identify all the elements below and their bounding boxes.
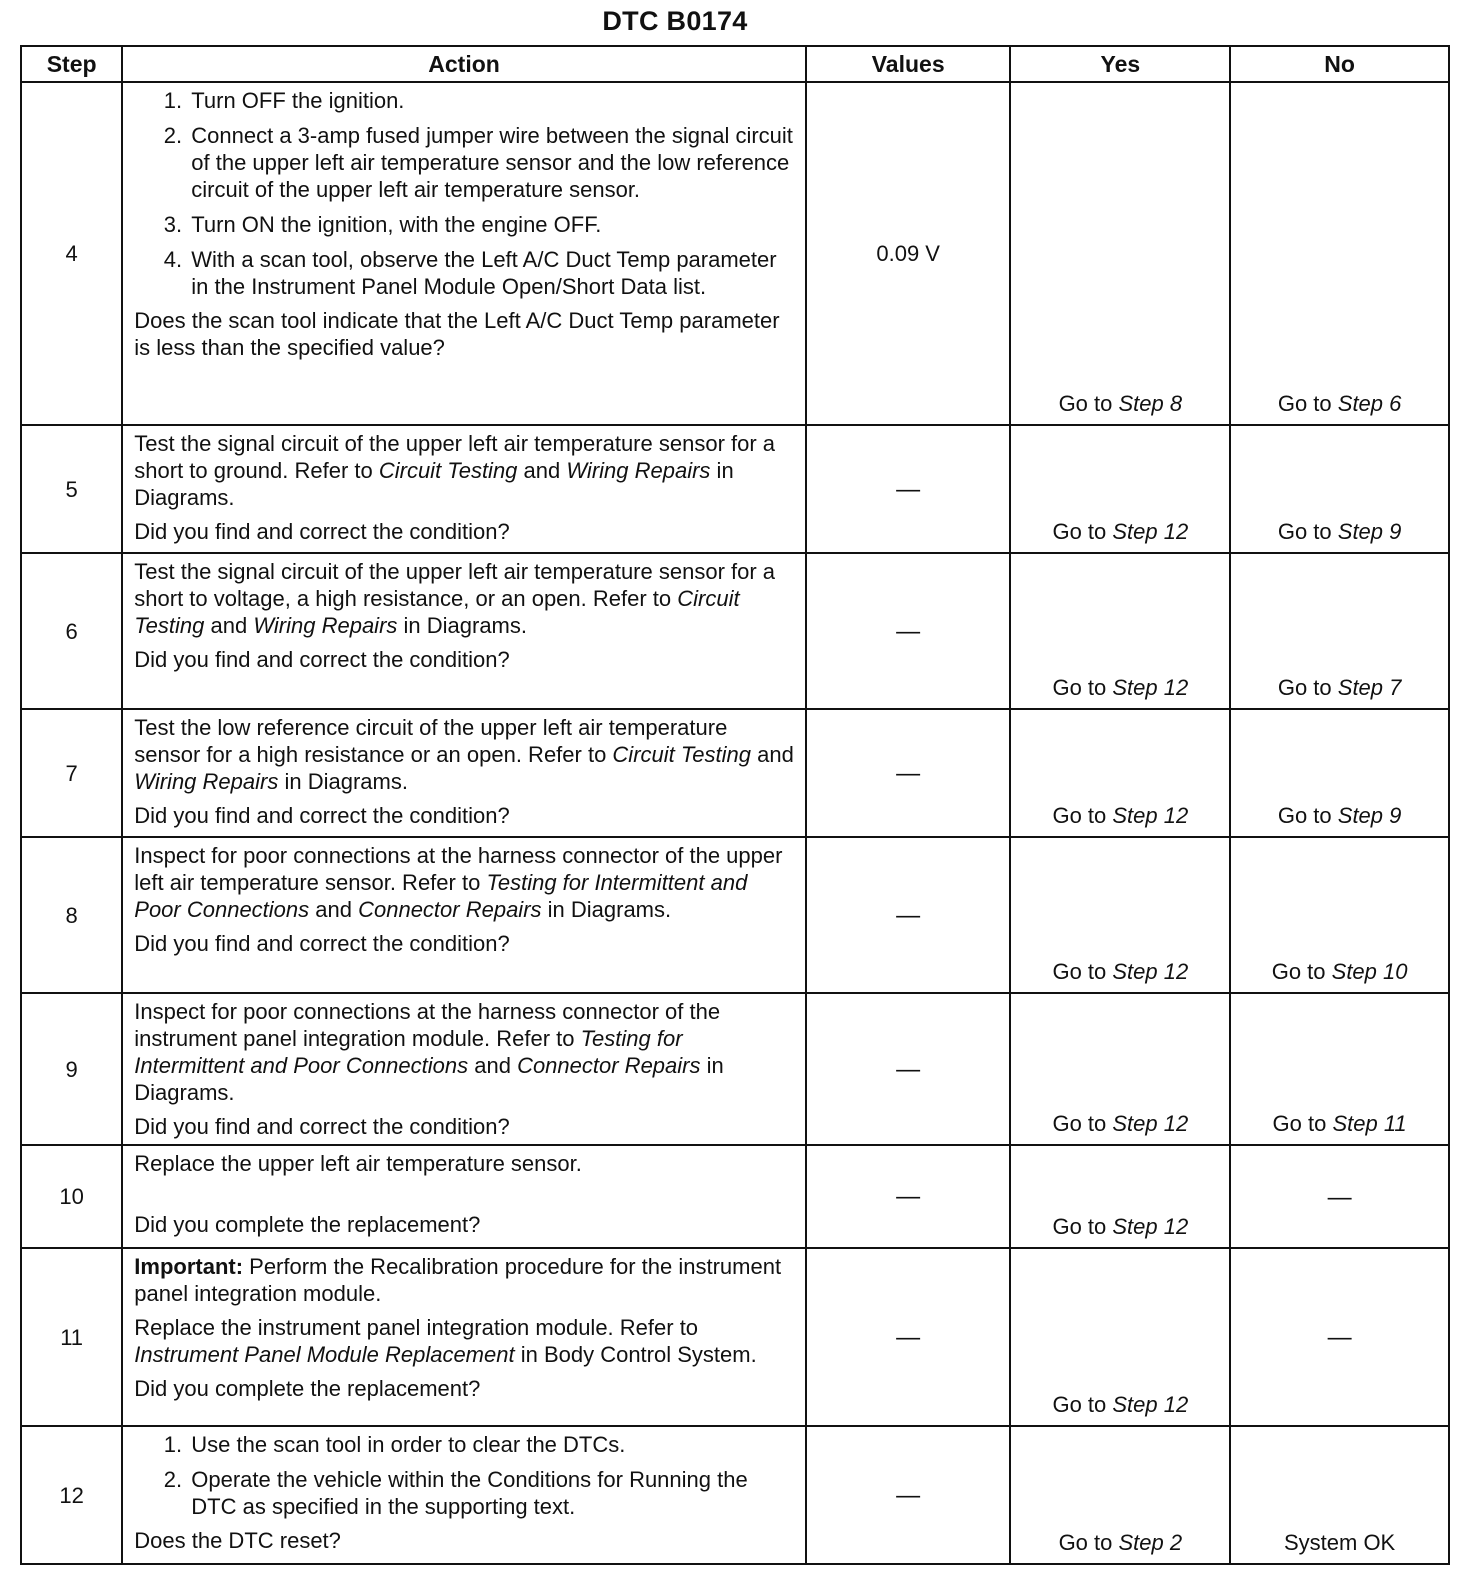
action-text bbox=[134, 998, 795, 1106]
no-cell: — bbox=[1230, 1248, 1449, 1426]
no-step-ref: Step 7 bbox=[1337, 675, 1402, 700]
table-row bbox=[21, 709, 1449, 837]
reference-link: Wiring Repairs bbox=[253, 613, 398, 638]
yes-step-ref: Step 8 bbox=[1118, 391, 1183, 416]
no-prefix: Go to bbox=[1277, 519, 1338, 544]
yes-cell bbox=[1010, 425, 1230, 553]
column-header-yes: Yes bbox=[1010, 46, 1230, 82]
table-row bbox=[21, 425, 1449, 553]
question-text: Did you complete the replacement? bbox=[134, 1212, 481, 1237]
substep-item: 4. With a scan tool, observe the Left A/C Duct Temp parameter in the Instrument Panel Module Open/Short Data list. bbox=[188, 246, 795, 300]
yes-prefix: Go to bbox=[1058, 1530, 1119, 1555]
table-row bbox=[21, 1426, 1449, 1564]
question-text: Did you find and correct the condition? bbox=[134, 519, 510, 544]
yes-step-ref: Step 2 bbox=[1118, 1530, 1183, 1555]
yes-prefix: Go to bbox=[1052, 959, 1113, 984]
important-text: Perform the Recalibration procedure for the instrument panel integration module. bbox=[134, 1254, 782, 1306]
action-text-segment: Test the signal circuit of the upper left air temperature sensor for a short to ground. Refer to bbox=[134, 431, 776, 483]
no-step-ref: Step 9 bbox=[1337, 519, 1402, 544]
no-cell bbox=[1230, 425, 1449, 553]
page-title: DTC B0174 bbox=[602, 6, 748, 36]
action-text bbox=[134, 842, 795, 923]
value-cell: — bbox=[806, 1426, 1011, 1564]
important-note bbox=[134, 1253, 795, 1307]
no-cell bbox=[1230, 709, 1449, 837]
action-text-segment: in Diagrams. bbox=[541, 897, 672, 922]
yes-prefix: Go to bbox=[1052, 1111, 1113, 1136]
action-text-segment: Replace the upper left air temperature sensor. bbox=[134, 1151, 582, 1176]
no-cell: System OK bbox=[1230, 1426, 1449, 1564]
yes-cell bbox=[1010, 837, 1230, 993]
step-number: 7 bbox=[21, 709, 122, 837]
header-row bbox=[21, 46, 1449, 82]
reference-link: Instrument Panel Module Replacement bbox=[134, 1342, 515, 1367]
yes-step-ref: Step 12 bbox=[1112, 1214, 1189, 1239]
action-text-segment: in Diagrams. bbox=[278, 769, 408, 794]
no-step-ref: Step 10 bbox=[1331, 959, 1408, 984]
action-text-segment: in Body Control System. bbox=[514, 1342, 757, 1367]
action-text-segment: Test the low reference circuit of the upper left air temperature sensor for a high resistance or an open. Refer to bbox=[134, 715, 728, 767]
table-row bbox=[21, 993, 1449, 1145]
action-cell bbox=[122, 1248, 806, 1426]
step-number: 9 bbox=[21, 993, 122, 1145]
action-cell bbox=[122, 993, 806, 1145]
action-text-segment: and bbox=[517, 458, 567, 483]
value-cell: — bbox=[806, 1248, 1011, 1426]
no-cell bbox=[1230, 993, 1449, 1145]
value-cell: — bbox=[806, 993, 1011, 1145]
value-cell: — bbox=[806, 425, 1011, 553]
question-text: Did you find and correct the condition? bbox=[134, 931, 510, 956]
action-text-segment: Inspect for poor connections at the harness connector of the instrument panel integration module. Refer to bbox=[134, 999, 721, 1051]
column-header-step: Step bbox=[21, 46, 122, 82]
table-row bbox=[21, 837, 1449, 993]
reference-link: Testing for Intermittent and Poor Connections bbox=[134, 1026, 683, 1078]
table-row bbox=[21, 82, 1449, 425]
no-cell: — bbox=[1230, 1145, 1449, 1248]
step-number: 11 bbox=[21, 1248, 122, 1426]
action-text-segment: Test the signal circuit of the upper left air temperature sensor for a short to voltage, a high resistance, or an open. Refer to bbox=[134, 559, 776, 611]
important-label: Important: bbox=[134, 1254, 244, 1279]
question-text: Did you find and correct the condition? bbox=[134, 1114, 510, 1139]
yes-cell bbox=[1010, 82, 1230, 425]
action-text-segment: Inspect for poor connections at the harness connector of the upper left air temperature sensor. Refer to bbox=[134, 843, 783, 895]
action-text-segment: and bbox=[468, 1053, 518, 1078]
action-text-segment: in Diagrams. bbox=[397, 613, 527, 638]
yes-step-ref: Step 12 bbox=[1112, 803, 1189, 828]
action-text bbox=[134, 1314, 795, 1368]
reference-link: Connector Repairs bbox=[358, 897, 542, 922]
yes-prefix: Go to bbox=[1058, 391, 1119, 416]
yes-prefix: Go to bbox=[1052, 519, 1113, 544]
diagnostic-table bbox=[20, 45, 1450, 1565]
step-number: 8 bbox=[21, 837, 122, 993]
column-header-values: Values bbox=[806, 46, 1011, 82]
step-number: 10 bbox=[21, 1145, 122, 1248]
action-cell bbox=[122, 1145, 806, 1248]
question-text: Did you complete the replacement? bbox=[134, 1376, 481, 1401]
substep-list bbox=[134, 1431, 795, 1520]
substep-item: 1. Use the scan tool in order to clear the DTCs. bbox=[188, 1431, 795, 1458]
table-row bbox=[21, 553, 1449, 709]
reference-link: Wiring Repairs bbox=[134, 769, 279, 794]
table-row bbox=[21, 1248, 1449, 1426]
value-cell: — bbox=[806, 709, 1011, 837]
no-prefix: Go to bbox=[1277, 675, 1338, 700]
action-cell bbox=[122, 837, 806, 993]
step-number: 5 bbox=[21, 425, 122, 553]
action-text-segment: in Diagrams. bbox=[134, 1053, 724, 1105]
yes-step-ref: Step 12 bbox=[1112, 1111, 1189, 1136]
action-text bbox=[134, 558, 795, 639]
reference-link: Circuit Testing bbox=[134, 586, 740, 638]
action-text-segment: and bbox=[309, 897, 359, 922]
action-cell bbox=[122, 553, 806, 709]
action-text bbox=[134, 714, 795, 795]
question-text: Did you find and correct the condition? bbox=[134, 647, 510, 672]
no-step-ref: Step 11 bbox=[1332, 1111, 1407, 1136]
no-prefix: Go to bbox=[1277, 803, 1338, 828]
substep-item: 2. Connect a 3-amp fused jumper wire between the signal circuit of the upper left air temperature sensor and the low reference circuit of the upper left air temperature sensor. bbox=[188, 122, 795, 203]
yes-step-ref: Step 12 bbox=[1112, 675, 1189, 700]
yes-prefix: Go to bbox=[1052, 1392, 1113, 1417]
question-text: Did you find and correct the condition? bbox=[134, 803, 510, 828]
no-cell bbox=[1230, 82, 1449, 425]
action-cell bbox=[122, 425, 806, 553]
yes-cell bbox=[1010, 709, 1230, 837]
yes-cell bbox=[1010, 993, 1230, 1145]
column-header-no: No bbox=[1230, 46, 1449, 82]
yes-prefix: Go to bbox=[1052, 1214, 1113, 1239]
no-cell bbox=[1230, 553, 1449, 709]
yes-cell bbox=[1010, 1248, 1230, 1426]
no-prefix: Go to bbox=[1271, 959, 1332, 984]
question-text: Does the DTC reset? bbox=[134, 1528, 341, 1553]
step-number: 12 bbox=[21, 1426, 122, 1564]
yes-cell bbox=[1010, 553, 1230, 709]
reference-link: Circuit Testing bbox=[378, 458, 518, 483]
no-prefix: Go to bbox=[1272, 1111, 1333, 1136]
column-header-action: Action bbox=[122, 46, 806, 82]
action-text-segment: Replace the instrument panel integration module. Refer to bbox=[134, 1315, 699, 1340]
action-text bbox=[134, 1150, 795, 1177]
no-cell bbox=[1230, 837, 1449, 993]
step-number: 4 bbox=[21, 82, 122, 425]
no-step-ref: Step 9 bbox=[1337, 803, 1402, 828]
action-text bbox=[134, 430, 795, 511]
substep-item: 1. Turn OFF the ignition. bbox=[188, 87, 795, 114]
action-text-segment: in Diagrams. bbox=[134, 458, 734, 510]
yes-prefix: Go to bbox=[1052, 675, 1113, 700]
substep-list bbox=[134, 87, 795, 300]
substep-item: 3. Turn ON the ignition, with the engine OFF. bbox=[188, 211, 795, 238]
no-prefix: Go to bbox=[1277, 391, 1338, 416]
yes-step-ref: Step 12 bbox=[1112, 959, 1189, 984]
table-row bbox=[21, 1145, 1449, 1248]
yes-step-ref: Step 12 bbox=[1112, 1392, 1189, 1417]
reference-link: Wiring Repairs bbox=[566, 458, 711, 483]
action-text-segment: and bbox=[751, 742, 794, 767]
value-cell: 0.09 V bbox=[806, 82, 1011, 425]
substep-item: 2. Operate the vehicle within the Conditions for Running the DTC as specified in the supporting text. bbox=[188, 1466, 795, 1520]
reference-link: Circuit Testing bbox=[612, 742, 751, 767]
reference-link: Testing for Intermittent and Poor Connections bbox=[134, 870, 748, 922]
yes-prefix: Go to bbox=[1052, 803, 1113, 828]
action-cell bbox=[122, 1426, 806, 1564]
no-step-ref: Step 6 bbox=[1337, 391, 1402, 416]
yes-step-ref: Step 12 bbox=[1112, 519, 1189, 544]
reference-link: Connector Repairs bbox=[517, 1053, 701, 1078]
value-cell: — bbox=[806, 553, 1011, 709]
step-number: 6 bbox=[21, 553, 122, 709]
yes-cell bbox=[1010, 1145, 1230, 1248]
action-cell bbox=[122, 709, 806, 837]
action-text-segment: and bbox=[204, 613, 254, 638]
yes-cell bbox=[1010, 1426, 1230, 1564]
action-cell bbox=[122, 82, 806, 425]
value-cell: — bbox=[806, 837, 1011, 993]
question-text: Does the scan tool indicate that the Left A/C Duct Temp parameter is less than the specified value? bbox=[134, 308, 780, 360]
value-cell: — bbox=[806, 1145, 1011, 1248]
